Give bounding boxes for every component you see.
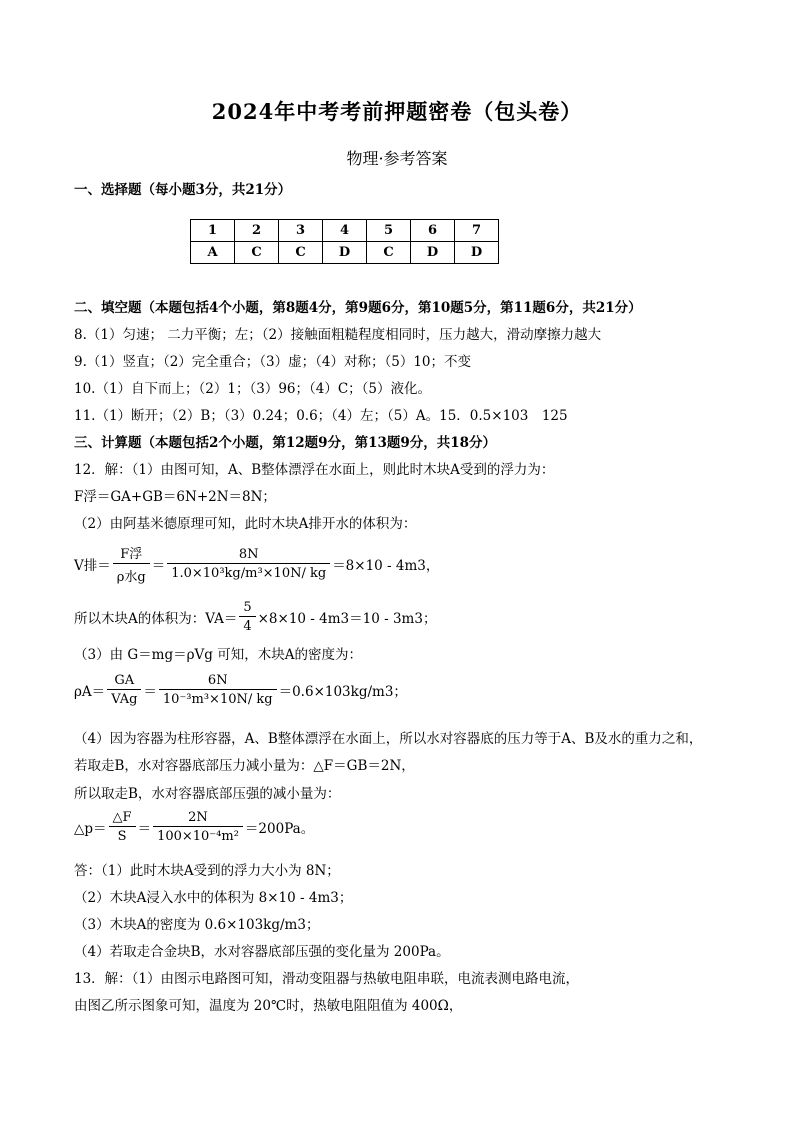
fraction: $\frac{8N}{\text{1.0×10³kg/m³×10N/ kg}}$ <box>167 547 330 581</box>
table-cell: C <box>235 242 279 264</box>
table-row-numbers <box>191 220 499 242</box>
q12-equation-density: ρA＝ $\frac{GA}{\text{VAg}}$ ＝ $\frac{6N}{\text{10⁻³m³×10N/ kg}}$ ＝0.6×103kg/m3； <box>74 673 407 707</box>
table-cell: 1 <box>191 220 235 242</box>
table-cell: D <box>455 242 499 264</box>
answer-q9: 9.（1）竖直；（2）完全重合；（3）虚；（4）对称；（5）10；不变 <box>74 354 472 370</box>
table-row-answers <box>191 242 499 264</box>
q12-line6: 所以取走B，水对容器底部压强的减小量为： <box>74 786 341 802</box>
fraction: $\frac{GA}{\text{VAg}}$ <box>107 673 141 707</box>
page-subtitle: 物理·参考答案 <box>346 149 448 168</box>
q13-line1: 由图乙所示图象可知，温度为 20℃时，热敏电阻阻值为 400Ω， <box>74 998 463 1014</box>
table-cell: C <box>367 242 411 264</box>
fraction: $\frac{\triangle F}{S}$ <box>109 810 136 844</box>
q12-answer-3: （4）若取走合金块B，水对容器底部压强的变化量为 200Pa。 <box>74 944 450 960</box>
answer-q10: 10.（1）自下而上；（2）1；（3）96；（4）C；（5）液化。 <box>74 381 432 397</box>
q12-equation-va: 所以木块A的体积为：VA＝ $\frac{5}{4}$ ×8×10 - 4m3＝10 - 3m3； <box>74 600 437 634</box>
choice-answer-table <box>190 219 499 264</box>
answer-q11: 11.（1）断开；（2）B；（3）0.24；0.6；（4）左；（5）A。15．0.5×103 125 <box>74 408 568 424</box>
table-cell: A <box>191 242 235 264</box>
q12-line4: （4）因为容器为柱形容器，A、B整体漂浮在水面上，所以水对容器底的压力等于A、B及水的重力之和， <box>74 731 703 747</box>
section-heading-choice: 一、选择题（每小题3分，共21分） <box>74 182 292 198</box>
page-title: 2024年中考考前押题密卷（包头卷） <box>211 99 583 124</box>
q12-line2: （2）由阿基米德原理可知，此时木块A排开水的体积为： <box>74 516 417 532</box>
table-cell: 3 <box>279 220 323 242</box>
q12-equation-pressure: △p＝ $\frac{\triangle F}{S}$ ＝ $\frac{2N}{\text{100×10⁻⁴m²}}$ ＝200Pa。 <box>74 810 315 844</box>
table-cell: 7 <box>455 220 499 242</box>
section-heading-calc: 三、计算题（本题包括2个小题，第12题9分，第13题9分，共18分） <box>74 435 497 451</box>
fraction: $\frac{2N}{\text{100×10⁻⁴m²}}$ <box>153 810 243 844</box>
q12-line5: 若取走B，水对容器底部压力减小量为：△F＝GB＝2N， <box>74 758 415 774</box>
fraction: $\frac{\text{F浮}}{\text{ρ水g}}$ <box>113 543 150 585</box>
table-cell: D <box>323 242 367 264</box>
table-cell: 4 <box>323 220 367 242</box>
q13-intro: 13．解：（1）由图示电路图可知，滑动变阻器与热敏电阻串联，电流表测电路电流， <box>74 971 580 987</box>
table-cell: 5 <box>367 220 411 242</box>
table-cell: 6 <box>411 220 455 242</box>
q12-answer-2: （3）木块A的密度为 0.6×103kg/m3； <box>74 917 320 933</box>
fraction: $\frac{6N}{\text{10⁻³m³×10N/ kg}}$ <box>159 673 277 707</box>
q12-line3: （3）由 G＝mg＝ρVg 可知，木块A的密度为： <box>74 647 362 663</box>
q12-intro: 12．解：（1）由图可知，A、B整体漂浮在水面上，则此时木块A受到的浮力为： <box>74 462 555 478</box>
q12-answer-1: （2）木块A浸入水中的体积为 8×10 - 4m3； <box>74 890 353 906</box>
fraction: $\frac{5}{4}$ <box>239 600 255 634</box>
table-cell: C <box>279 242 323 264</box>
answer-q8: 8.（1）匀速； 二力平衡；左；（2）接触面粗糙程度相同时，压力越大，滑动摩擦力越大 <box>74 327 602 343</box>
q12-answer-0: 答：（1）此时木块A受到的浮力大小为 8N； <box>74 863 340 879</box>
section-heading-fill: 二、填空题（本题包括4个小题，第8题4分，第9题6分，第10题5分，第11题6分，共21分） <box>74 300 642 316</box>
q12-line1: F浮＝GA+GB＝6N+2N＝8N； <box>74 489 276 505</box>
q12-equation-volume: V排＝ $\frac{\text{F浮}}{\text{ρ水g}}$ ＝ $\frac{8N}{\text{1.0×10³kg/m³×10N/ kg}}$ ＝8×10 - 4m3， <box>74 543 439 585</box>
table-cell: 2 <box>235 220 279 242</box>
table-cell: D <box>411 242 455 264</box>
